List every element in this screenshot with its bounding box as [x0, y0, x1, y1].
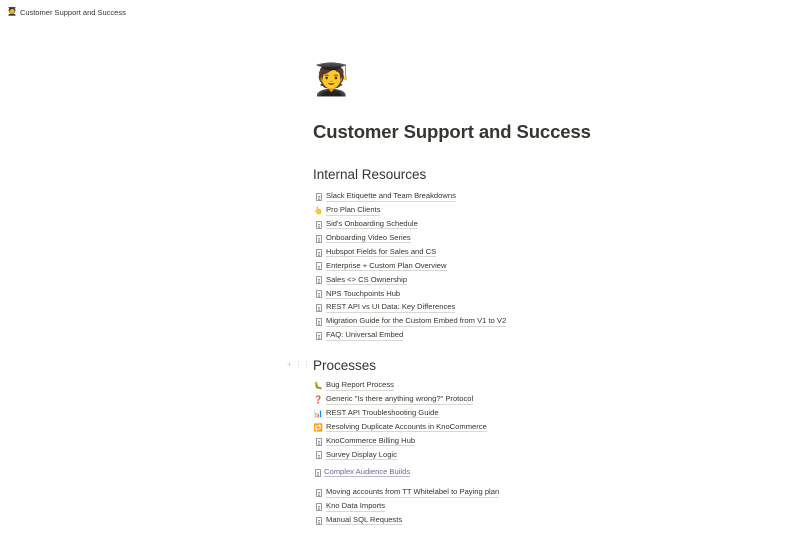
page-link-item[interactable] — [314, 259, 506, 273]
page-link-label: Generic "Is there anything wrong?" Protocol — [326, 394, 474, 404]
drag-handle-icon[interactable]: ⋮⋮ — [294, 360, 311, 369]
page-link-label: Enterprise + Custom Plan Overview — [326, 260, 447, 270]
pointing-hand-icon: 👆 — [313, 206, 324, 216]
internal-resources-list — [314, 190, 506, 343]
doc-icon — [314, 437, 323, 447]
doc-icon — [314, 192, 323, 202]
page-title[interactable]: Customer Support and Success — [313, 121, 591, 142]
processes-list-continued — [314, 486, 499, 528]
doc-icon — [314, 516, 323, 526]
page-link-label: REST API Troubleshooting Guide — [326, 408, 439, 418]
page-link-label: Kno Data Imports — [326, 501, 386, 511]
page-link-item[interactable] — [314, 246, 506, 260]
inline-page-link-label: Complex Audience Builds — [324, 467, 411, 476]
page-link-label: Slack Etiquette and Team Breakdowns — [326, 191, 456, 201]
page-link-label: Hubspot Fields for Sales and CS — [326, 246, 437, 256]
page-link-label: Moving accounts from TT Whitelabel to Paying plan — [326, 487, 500, 497]
processes-list — [314, 379, 487, 462]
doc-icon — [314, 275, 323, 285]
doc-icon — [314, 261, 323, 271]
page-link-item[interactable] — [314, 232, 506, 246]
page-link-item[interactable] — [314, 204, 506, 218]
bug-icon: 🐛 — [313, 381, 324, 391]
page-link-label: Pro Plan Clients — [326, 205, 381, 215]
student-emoji-icon[interactable]: 🧑‍🎓 — [312, 62, 351, 97]
page-link-item[interactable] — [314, 435, 487, 449]
page-link-item[interactable] — [314, 407, 487, 421]
page-link-item[interactable] — [314, 514, 499, 528]
top-bar — [0, 0, 800, 24]
page-link-label: Migration Guide for the Custom Embed from V1 to V2 — [326, 316, 507, 326]
question-mark-icon: ❓ — [313, 395, 324, 405]
page-link-item[interactable] — [314, 287, 506, 301]
bar-chart-icon: 📊 — [313, 408, 324, 418]
page-link-item[interactable] — [314, 486, 499, 500]
page-link-label: Resolving Duplicate Accounts in KnoCommerce — [326, 421, 487, 431]
page-link-label: Bug Report Process — [326, 380, 394, 390]
section-heading-internal-resources[interactable]: Internal Resources — [313, 167, 427, 182]
page-link-label: NPS Touchpoints Hub — [326, 288, 401, 298]
page-link-label: KnoCommerce Billing Hub — [326, 435, 416, 445]
doc-icon — [314, 289, 323, 299]
page-link-label: Survey Display Logic — [326, 449, 397, 459]
repeat-icon: 🔁 — [313, 422, 324, 432]
doc-icon — [313, 469, 322, 477]
page-link-item[interactable] — [314, 218, 506, 232]
plus-icon[interactable]: + — [287, 360, 292, 369]
page-link-item[interactable] — [314, 301, 506, 315]
doc-icon — [314, 303, 323, 313]
page-link-item[interactable] — [314, 421, 487, 435]
student-emoji-icon: 🧑‍🎓 — [7, 7, 17, 16]
page-link-label: FAQ: Universal Embed — [326, 330, 404, 340]
page-link-label: Manual SQL Requests — [326, 515, 403, 525]
page-link-item[interactable] — [314, 329, 506, 343]
section-heading-processes[interactable]: Processes — [313, 358, 377, 373]
page-link-item[interactable] — [314, 393, 487, 407]
page-link-label: Sid's Onboarding Schedule — [326, 219, 418, 229]
doc-icon — [314, 248, 323, 258]
block-controls — [287, 361, 311, 369]
doc-icon — [314, 488, 323, 498]
page-link-item[interactable] — [314, 190, 506, 204]
doc-icon — [314, 450, 323, 460]
page-link-item[interactable] — [314, 315, 506, 329]
page-link-item[interactable] — [314, 448, 487, 462]
doc-icon — [314, 317, 323, 327]
page-link-item[interactable] — [314, 500, 499, 514]
page-link-label: REST API vs UI Data: Key Differences — [326, 302, 456, 312]
page-link-label: Onboarding Video Series — [326, 232, 411, 242]
breadcrumb-page-title[interactable]: Customer Support and Success — [19, 7, 126, 17]
doc-icon — [314, 234, 323, 244]
page-link-label: Sales <> CS Ownership — [326, 274, 408, 284]
doc-icon — [314, 220, 323, 230]
page-link-item[interactable] — [314, 379, 487, 393]
doc-icon — [314, 502, 323, 512]
inline-page-link-complex-audience-builds[interactable] — [313, 468, 410, 477]
doc-icon — [314, 331, 323, 341]
page-link-item[interactable] — [314, 273, 506, 287]
